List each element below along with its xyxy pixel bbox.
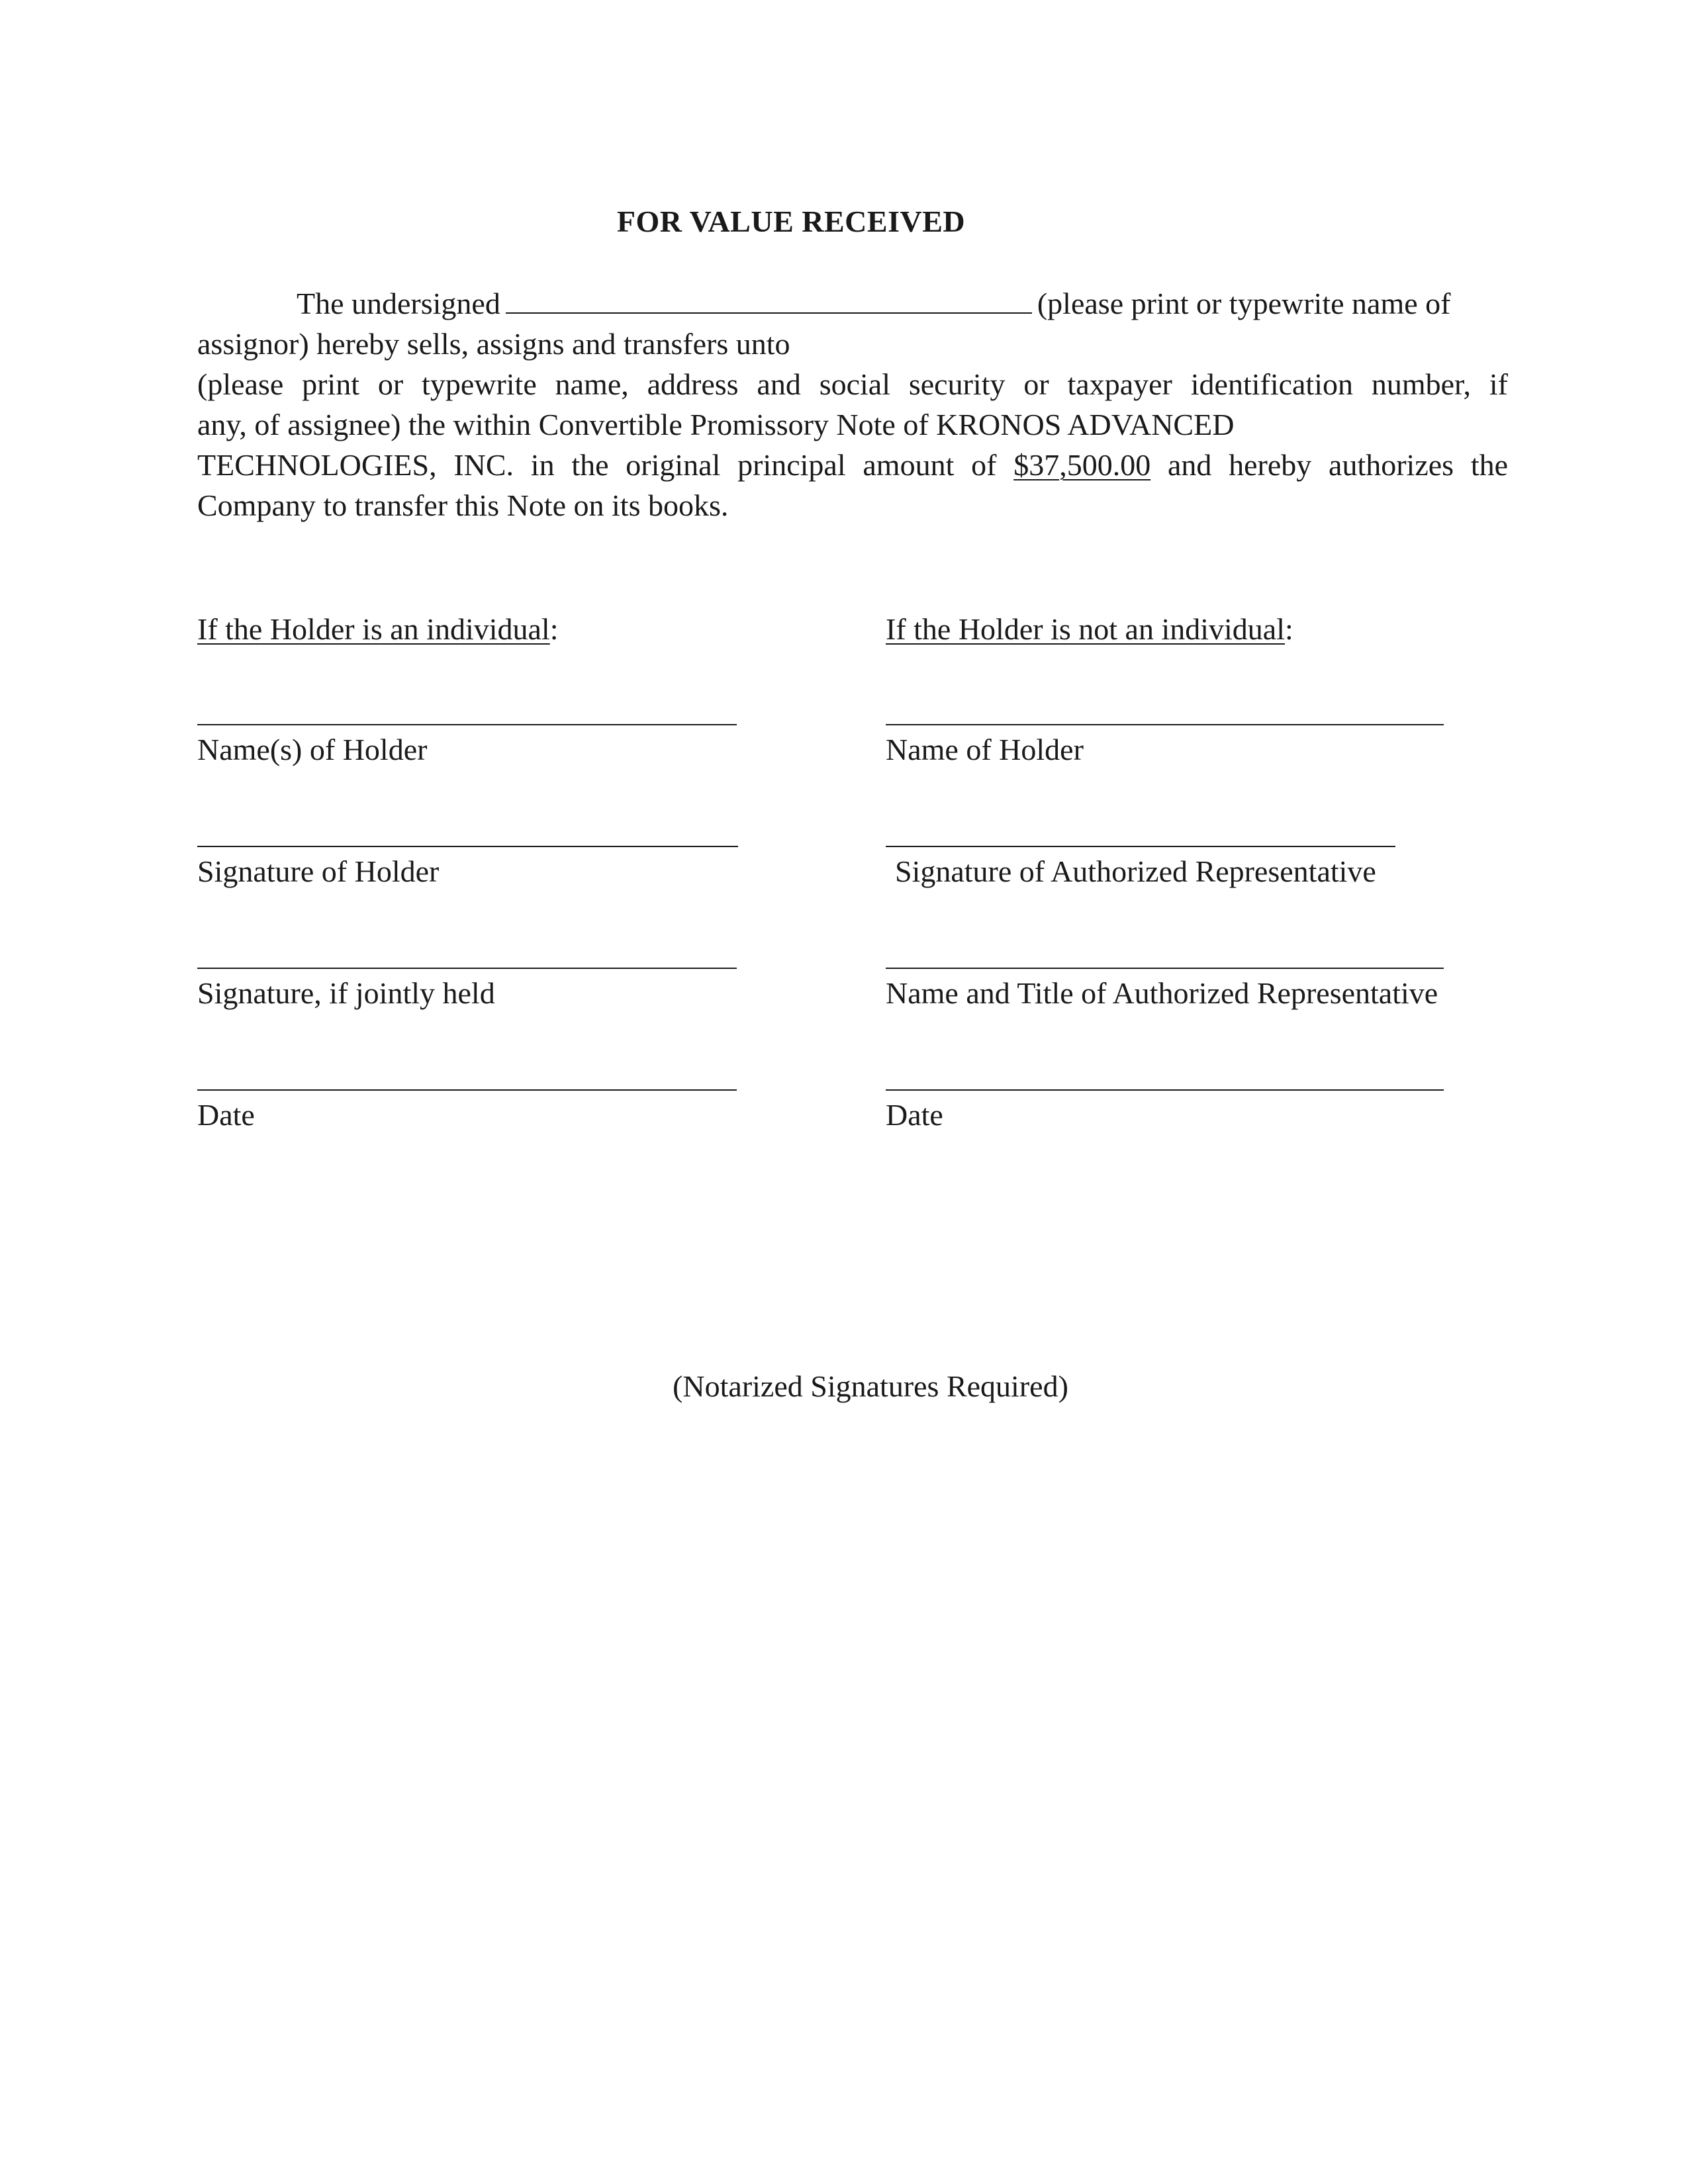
representative-title-line[interactable]	[886, 968, 1444, 969]
representative-signature-line[interactable]	[886, 846, 1395, 847]
assignor-name-blank[interactable]	[506, 286, 1032, 314]
entity-name-label: Name of Holder	[886, 733, 1084, 766]
holder-name-line[interactable]	[197, 724, 737, 725]
joint-signature-line[interactable]	[197, 968, 737, 969]
non-individual-heading-colon: :	[1285, 612, 1293, 646]
authorization-text: and hereby authorizes the	[1167, 448, 1509, 482]
paragraph-line-4: any, of assignee) the within Convertible Promissory Note of KRONOS ADVANCED	[197, 408, 1235, 441]
representative-signature-label: Signature of Authorized Representative	[895, 854, 1376, 888]
holder-signature-line[interactable]	[197, 846, 738, 847]
individual-heading-colon: :	[549, 612, 559, 646]
entity-date-label: Date	[886, 1098, 943, 1132]
individual-date-line[interactable]	[197, 1089, 737, 1091]
undersigned-label: The undersigned	[297, 287, 500, 320]
individual-date-label: Date	[197, 1098, 255, 1132]
representative-title-label: Name and Title of Authorized Representative	[886, 976, 1438, 1010]
individual-heading	[197, 612, 559, 647]
holder-name-label: Name(s) of Holder	[197, 733, 428, 766]
holder-signature-label: Signature of Holder	[197, 854, 440, 888]
principal-amount: $37,500.00	[1013, 448, 1151, 482]
paragraph-line-3: (please print or typewrite name, address and social security or taxpayer identification number, if	[197, 367, 1508, 401]
assignor-instruction: (please print or typewrite name of	[1037, 287, 1451, 320]
entity-name-line[interactable]	[886, 724, 1444, 725]
assignment-paragraph	[197, 283, 1508, 525]
document-title: FOR VALUE RECEIVED	[616, 205, 966, 238]
non-individual-heading-text: If the Holder is not an individual	[886, 612, 1285, 646]
paragraph-line-5	[197, 445, 1508, 485]
notarization-note: (Notarized Signatures Required)	[673, 1369, 1068, 1403]
principal-amount-intro: TECHNOLOGIES, INC. in the original principal amount of	[197, 448, 997, 482]
entity-date-line[interactable]	[886, 1089, 1444, 1091]
paragraph-line-6: Company to transfer this Note on its books.	[197, 488, 729, 522]
non-individual-heading	[886, 612, 1293, 647]
individual-heading-text: If the Holder is an individual	[197, 612, 550, 646]
paragraph-line-2: assignor) hereby sells, assigns and transfers unto	[197, 327, 790, 361]
joint-signature-label: Signature, if jointly held	[197, 976, 495, 1010]
paragraph-line-1	[197, 283, 1508, 324]
